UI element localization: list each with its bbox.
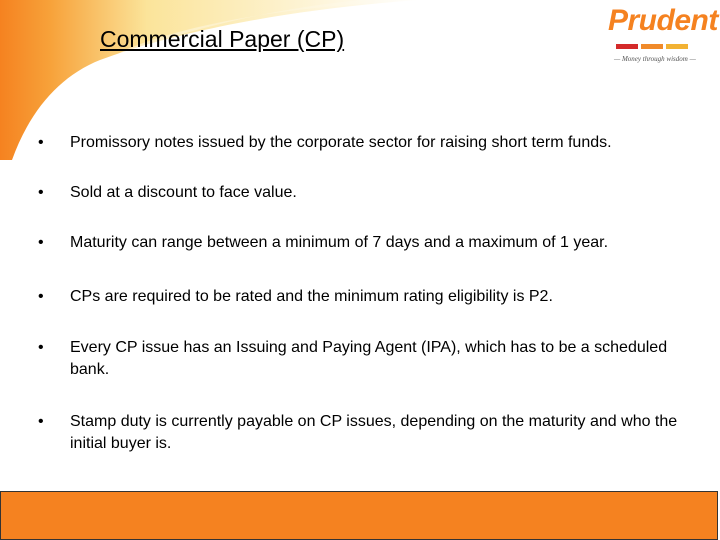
bullet-text: Maturity can range between a minimum of 7 days and a maximum of 1 year.	[70, 234, 609, 251]
bullet-marker: •	[38, 234, 44, 251]
bullet-text: CPs are required to be rated and the minimum rating eligibility is P2.	[70, 288, 553, 305]
bullet-text: Sold at a discount to face value.	[70, 184, 297, 201]
logo-color-bars	[616, 44, 688, 49]
logo-bar-red	[616, 44, 638, 49]
bullet-marker: •	[38, 413, 44, 430]
slide-title: Commercial Paper (CP)	[100, 26, 345, 52]
logo-bar-orange	[641, 44, 663, 49]
bullet-marker: •	[38, 339, 44, 356]
bullet-marker: •	[38, 288, 44, 305]
footer-bar	[0, 491, 718, 540]
bullet-marker: •	[38, 184, 44, 201]
bullet-text: Stamp duty is currently payable on CP issues, depending on the maturity and who the initial buyer is.	[70, 413, 678, 452]
prudent-logo	[608, 4, 718, 66]
logo-wordmark: Prudent	[608, 4, 718, 37]
bullet-text: Promissory notes issued by the corporate sector for raising short term funds.	[70, 134, 612, 151]
bullet-marker: •	[38, 134, 44, 151]
bullet-text: Every CP issue has an Issuing and Paying Agent (IPA), which has to be a scheduled bank.	[70, 339, 668, 378]
logo-bar-yellow	[666, 44, 688, 49]
logo-tagline: — Money through wisdom —	[614, 55, 696, 63]
